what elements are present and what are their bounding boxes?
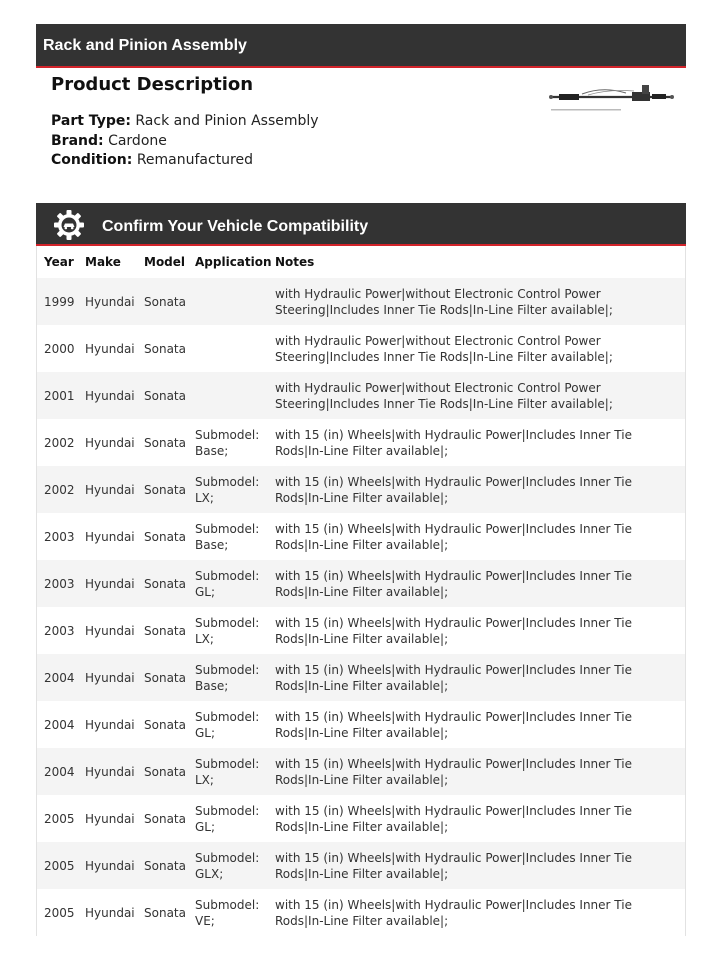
col-header-make: Make	[85, 255, 121, 269]
cell-year: 2004	[37, 654, 78, 701]
part-type-label: Part Type:	[51, 113, 131, 129]
cell-notes: with 15 (in) Wheels|with Hydraulic Power|Includes Inner Tie Rods|In-Line Filter available|;	[268, 795, 685, 842]
cell-notes: with 15 (in) Wheels|with Hydraulic Power|Includes Inner Tie Rods|In-Line Filter available|;	[268, 701, 685, 748]
table-row	[37, 654, 685, 701]
cell-model: Sonata	[137, 513, 188, 560]
cell-year: 2005	[37, 889, 78, 936]
cell-year: 2003	[37, 607, 78, 654]
cell-make: Hyundai	[78, 889, 137, 936]
cell-year: 2001	[37, 372, 78, 419]
cell-year: 1999	[37, 278, 78, 325]
cell-year: 2003	[37, 560, 78, 607]
col-header-year: Year	[44, 255, 74, 269]
table-header-row	[37, 246, 685, 278]
cell-notes: with 15 (in) Wheels|with Hydraulic Power|Includes Inner Tie Rods|In-Line Filter available|;	[268, 419, 685, 466]
cell-model: Sonata	[137, 278, 188, 325]
col-header-notes: Notes	[275, 255, 315, 269]
cell-notes: with 15 (in) Wheels|with Hydraulic Power|Includes Inner Tie Rods|In-Line Filter available|;	[268, 607, 685, 654]
cell-application: Submodel: LX;	[188, 748, 268, 795]
cell-notes: with 15 (in) Wheels|with Hydraulic Power|Includes Inner Tie Rods|In-Line Filter available|;	[268, 842, 685, 889]
cell-notes: with 15 (in) Wheels|with Hydraulic Power|Includes Inner Tie Rods|In-Line Filter available|;	[268, 560, 685, 607]
cell-model: Sonata	[137, 795, 188, 842]
table-row	[37, 372, 685, 419]
cell-make: Hyundai	[78, 795, 137, 842]
cell-year: 2005	[37, 795, 78, 842]
table-row	[37, 607, 685, 654]
table-row	[37, 795, 685, 842]
cell-model: Sonata	[137, 325, 188, 372]
part-type-value: Rack and Pinion Assembly	[135, 113, 319, 129]
cell-make: Hyundai	[78, 466, 137, 513]
cell-model: Sonata	[137, 842, 188, 889]
condition-label: Condition:	[51, 152, 133, 168]
cell-application: Submodel: GL;	[188, 560, 268, 607]
cell-application: Submodel: GL;	[188, 701, 268, 748]
table-row	[37, 889, 685, 936]
header-bar	[36, 24, 686, 68]
gear-car-icon	[53, 209, 85, 241]
cell-make: Hyundai	[78, 372, 137, 419]
cell-notes: with 15 (in) Wheels|with Hydraulic Power|Includes Inner Tie Rods|In-Line Filter available|;	[268, 654, 685, 701]
cell-year: 2005	[37, 842, 78, 889]
cell-make: Hyundai	[78, 560, 137, 607]
table-row	[37, 278, 685, 325]
cell-year: 2002	[37, 419, 78, 466]
cell-application: Submodel: LX;	[188, 607, 268, 654]
cell-year: 2003	[37, 513, 78, 560]
cell-application	[188, 325, 268, 372]
cell-make: Hyundai	[78, 513, 137, 560]
product-description	[51, 74, 511, 171]
brand-label: Brand:	[51, 132, 104, 149]
cell-application: Submodel: VE;	[188, 889, 268, 936]
cell-notes: with Hydraulic Power|without Electronic Control Power Steering|Includes Inner Tie Rods|In-Line Filter available|;	[268, 325, 685, 372]
cell-notes: with 15 (in) Wheels|with Hydraulic Power|Includes Inner Tie Rods|In-Line Filter available|;	[268, 466, 685, 513]
cell-make: Hyundai	[78, 325, 137, 372]
cell-make: Hyundai	[78, 654, 137, 701]
brand-row	[51, 132, 511, 152]
page-title: Rack and Pinion Assembly	[43, 37, 247, 54]
cell-model: Sonata	[137, 560, 188, 607]
cell-model: Sonata	[137, 748, 188, 795]
cell-application: Submodel: GL;	[188, 795, 268, 842]
table-row	[37, 513, 685, 560]
rack-and-pinion-image	[548, 82, 682, 114]
condition-row	[51, 151, 511, 171]
cell-year: 2004	[37, 748, 78, 795]
product-description-heading: Product Description	[51, 74, 254, 95]
cell-model: Sonata	[137, 654, 188, 701]
table-row	[37, 466, 685, 513]
table-row	[37, 842, 685, 889]
cell-notes: with 15 (in) Wheels|with Hydraulic Power|Includes Inner Tie Rods|In-Line Filter available|;	[268, 889, 685, 936]
table-row	[37, 748, 685, 795]
cell-make: Hyundai	[78, 748, 137, 795]
cell-notes: with 15 (in) Wheels|with Hydraulic Power|Includes Inner Tie Rods|In-Line Filter available|;	[268, 513, 685, 560]
table-row	[37, 325, 685, 372]
cell-model: Sonata	[137, 466, 188, 513]
cell-model: Sonata	[137, 889, 188, 936]
cell-application: Submodel: Base;	[188, 654, 268, 701]
table-row	[37, 419, 685, 466]
compatibility-table	[36, 246, 686, 936]
table-row	[37, 701, 685, 748]
condition-value: Remanufactured	[136, 152, 254, 168]
cell-application: Submodel: Base;	[188, 419, 268, 466]
col-header-model: Model	[144, 255, 186, 269]
cell-model: Sonata	[137, 607, 188, 654]
cell-application	[188, 278, 268, 325]
cell-application	[188, 372, 268, 419]
cell-make: Hyundai	[78, 419, 137, 466]
cell-model: Sonata	[137, 419, 188, 466]
cell-make: Hyundai	[78, 701, 137, 748]
cell-year: 2002	[37, 466, 78, 513]
cell-model: Sonata	[137, 372, 188, 419]
cell-year: 2000	[37, 325, 78, 372]
cell-notes: with Hydraulic Power|without Electronic Control Power Steering|Includes Inner Tie Rods|In-Line Filter available|;	[268, 372, 685, 419]
cell-make: Hyundai	[78, 607, 137, 654]
compatibility-title: Confirm Your Vehicle Compatibility	[102, 218, 369, 235]
part-type-row	[51, 112, 511, 132]
cell-notes: with Hydraulic Power|without Electronic Control Power Steering|Includes Inner Tie Rods|In-Line Filter available|;	[268, 278, 685, 325]
cell-application: Submodel: Base;	[188, 513, 268, 560]
cell-application: Submodel: GLX;	[188, 842, 268, 889]
cell-make: Hyundai	[78, 278, 137, 325]
cell-notes: with 15 (in) Wheels|with Hydraulic Power|Includes Inner Tie Rods|In-Line Filter available|;	[268, 748, 685, 795]
cell-year: 2004	[37, 701, 78, 748]
brand-value: Cardone	[108, 132, 167, 149]
table-row	[37, 560, 685, 607]
compatibility-bar	[36, 203, 686, 246]
cell-model: Sonata	[137, 701, 188, 748]
cell-make: Hyundai	[78, 842, 137, 889]
col-header-application: Application	[195, 255, 272, 269]
cell-application: Submodel: LX;	[188, 466, 268, 513]
